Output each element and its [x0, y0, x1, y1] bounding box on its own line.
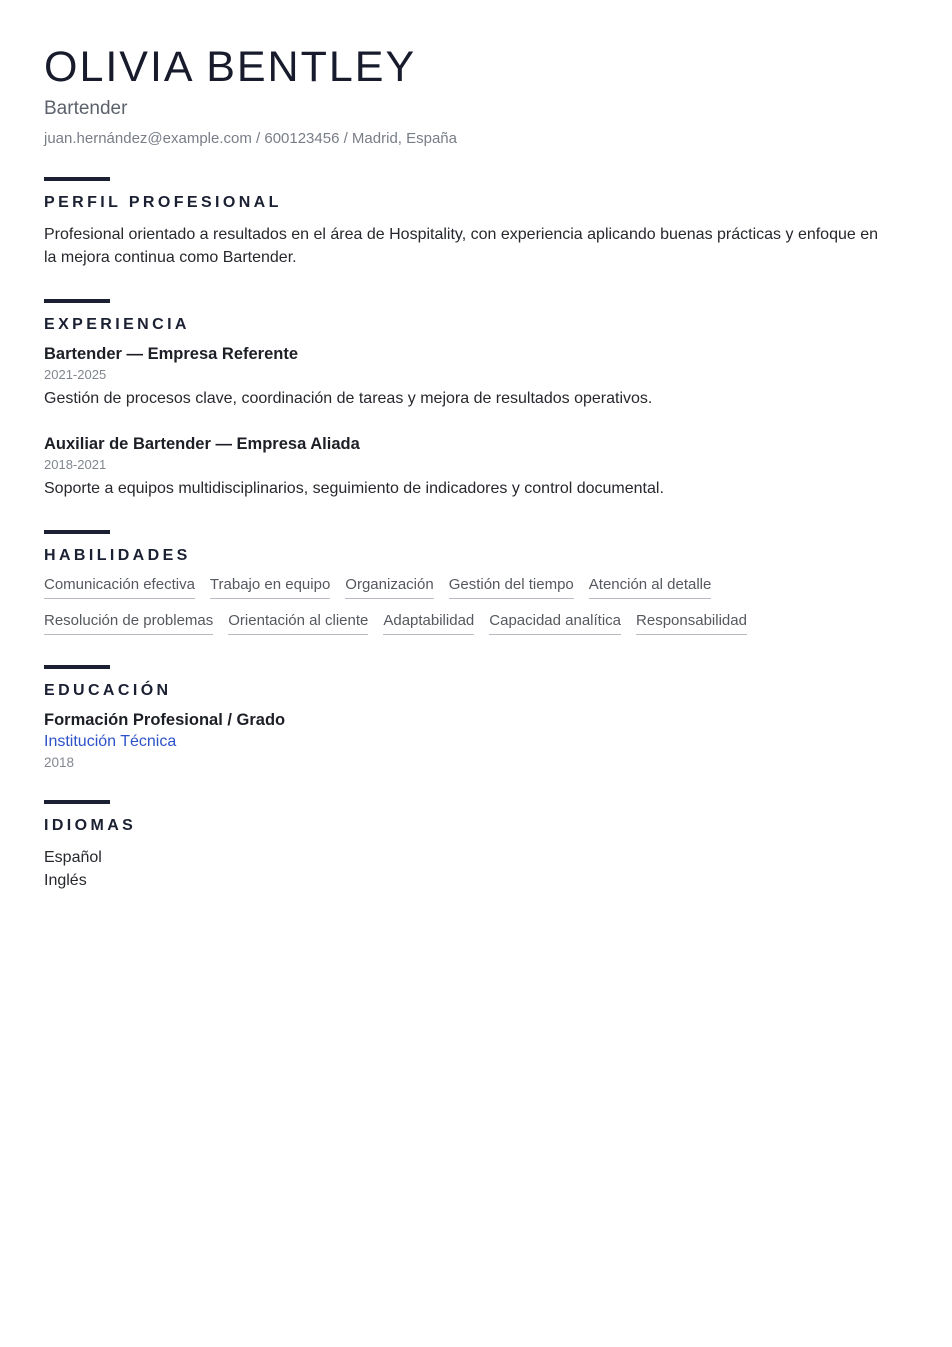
candidate-role: Bartender [44, 98, 128, 119]
experience-entry [44, 345, 908, 410]
section-languages [44, 800, 908, 892]
section-rule [44, 299, 110, 303]
profile-summary: Profesional orientado a resultados en el área de Hospitality, con experiencia aplicando buenas prácticas y enfoque en la mejora continua como Bartender. [44, 226, 879, 266]
education-institution-link[interactable]: Institución Técnica [44, 733, 177, 750]
language-item: Inglés [44, 872, 87, 889]
section-skills [44, 530, 908, 635]
job-description: Gestión de procesos clave, coordinación de tareas y mejora de resultados operativos. [44, 390, 653, 407]
language-item: Español [44, 849, 102, 866]
skill-tag: Resolución de problemas [44, 612, 213, 635]
experience-entry [44, 435, 908, 500]
section-rule [44, 530, 110, 534]
skill-tag: Gestión del tiempo [449, 576, 574, 599]
section-experience [44, 299, 908, 500]
skill-tag: Atención al detalle [589, 576, 712, 599]
section-title-profile: PERFIL PROFESIONAL [44, 194, 282, 211]
job-title: Auxiliar de Bartender — Empresa Aliada [44, 435, 360, 453]
job-description: Soporte a equipos multidisciplinarios, seguimiento de indicadores y control documental. [44, 480, 664, 497]
section-title-education: EDUCACIÓN [44, 682, 172, 699]
skills-list [44, 576, 894, 635]
section-rule [44, 665, 110, 669]
skill-tag: Adaptabilidad [383, 612, 474, 635]
job-title: Bartender — Empresa Referente [44, 345, 299, 363]
skill-tag: Comunicación efectiva [44, 576, 195, 599]
section-education [44, 665, 908, 770]
section-profile [44, 177, 908, 269]
resume-header [44, 43, 908, 147]
skill-tag: Organización [345, 576, 433, 599]
section-rule [44, 177, 110, 181]
candidate-name: OLIVIA BENTLEY [44, 43, 417, 91]
section-title-skills: HABILIDADES [44, 547, 191, 564]
section-title-languages: IDIOMAS [44, 817, 137, 834]
education-entry [44, 711, 908, 770]
skill-tag: Capacidad analítica [489, 612, 621, 635]
education-year: 2018 [44, 755, 75, 770]
section-title-experience: EXPERIENCIA [44, 316, 190, 333]
skill-tag: Orientación al cliente [228, 612, 368, 635]
job-dates: 2021-2025 [44, 367, 107, 382]
skill-tag: Responsabilidad [636, 612, 747, 635]
education-degree: Formación Profesional / Grado [44, 711, 286, 729]
skill-tag: Trabajo en equipo [210, 576, 330, 599]
job-dates: 2018-2021 [44, 457, 107, 472]
section-rule [44, 800, 110, 804]
contact-line: juan.hernández@example.com / 600123456 / Madrid, España [44, 130, 457, 147]
